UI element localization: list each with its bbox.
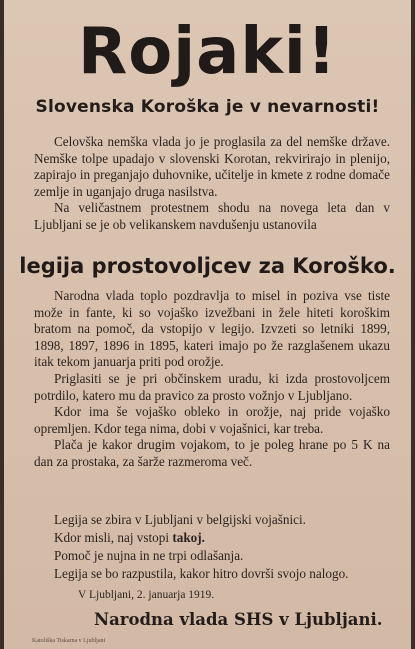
date-line: [78, 587, 378, 603]
legion-title: legija prostovoljcev za Koroško.: [19, 254, 396, 278]
paragraph-5: Kdor ima še vojaško obleko in orožje, naj pride vojaško opremljen. Kdor tega nima, dobi v vojašnici, kar treba.: [34, 404, 390, 436]
line-2-emphasis: takoj.: [172, 530, 205, 545]
printer-imprint: Katoliška Tiskarna v Ljubljani: [32, 638, 106, 644]
paragraph-3: Narodna vlada toplo pozdravlja to misel in poziva vse tiste može in fante, ki so vojaško izvežbani in žele hiteti koroškim bratom na pomoč, da vstopijo v legijo. Izvzeti so letniki 1899, 1898, 1897, 1896 in 1895, kateri imajo po že razglašenem ukazu itak tekom januarja priti pod orožje.: [34, 288, 390, 370]
date-place: V Ljubljani,: [78, 589, 135, 601]
paragraph-1: Celovška nemška vlada jo je proglasila za del nemške države. Nemške tolpe upadajo v slovenski Korotan, rekvirirajo in plenijo, zapirajo in preganjajo duhovnike, učitelje in kmete z rodne domače zemlje in uganjajo druga nasilstva.: [34, 134, 390, 199]
poster-sheet: [4, 0, 411, 649]
paragraph-6: Plača je kakor drugim vojakom, to je poleg hrane po 5 K na dan za prostaka, za šarže razmeroma več.: [34, 437, 390, 469]
line-1: Legija se zbira v Ljubljani v belgijski vojašnici.: [54, 512, 306, 527]
intro-text: [34, 134, 390, 234]
paragraph-2: Na veličastnem protestnem shodu na novega leta dan v Ljubljani se je ob velikanskem navdušenju ustanovila: [34, 200, 390, 232]
body-text: [34, 288, 390, 471]
line-2: [54, 529, 394, 546]
line-4: Legija se bo razpustila, kakor hitro dovrši svojo nalogo.: [54, 566, 349, 581]
paragraph-4: Priglasiti se je pri občinskem uradu, ki izda prostovoljcem potrdilo, katero mu da pravico za prosto vožnjo v Ljubljano.: [34, 370, 390, 403]
date-value: 2. januarja 1919.: [136, 589, 215, 601]
signature: Narodna vlada SHS v Ljubljani.: [94, 610, 383, 629]
poster-subheadline: Slovenska Koroška je v nevarnosti!: [35, 97, 380, 117]
poster-headline: Rojaki!: [77, 15, 338, 89]
line-3: Pomoč je nujna in ne trpi odlašanja.: [54, 548, 244, 563]
line-2-text: Kdor misli, naj vstopi: [54, 530, 173, 545]
